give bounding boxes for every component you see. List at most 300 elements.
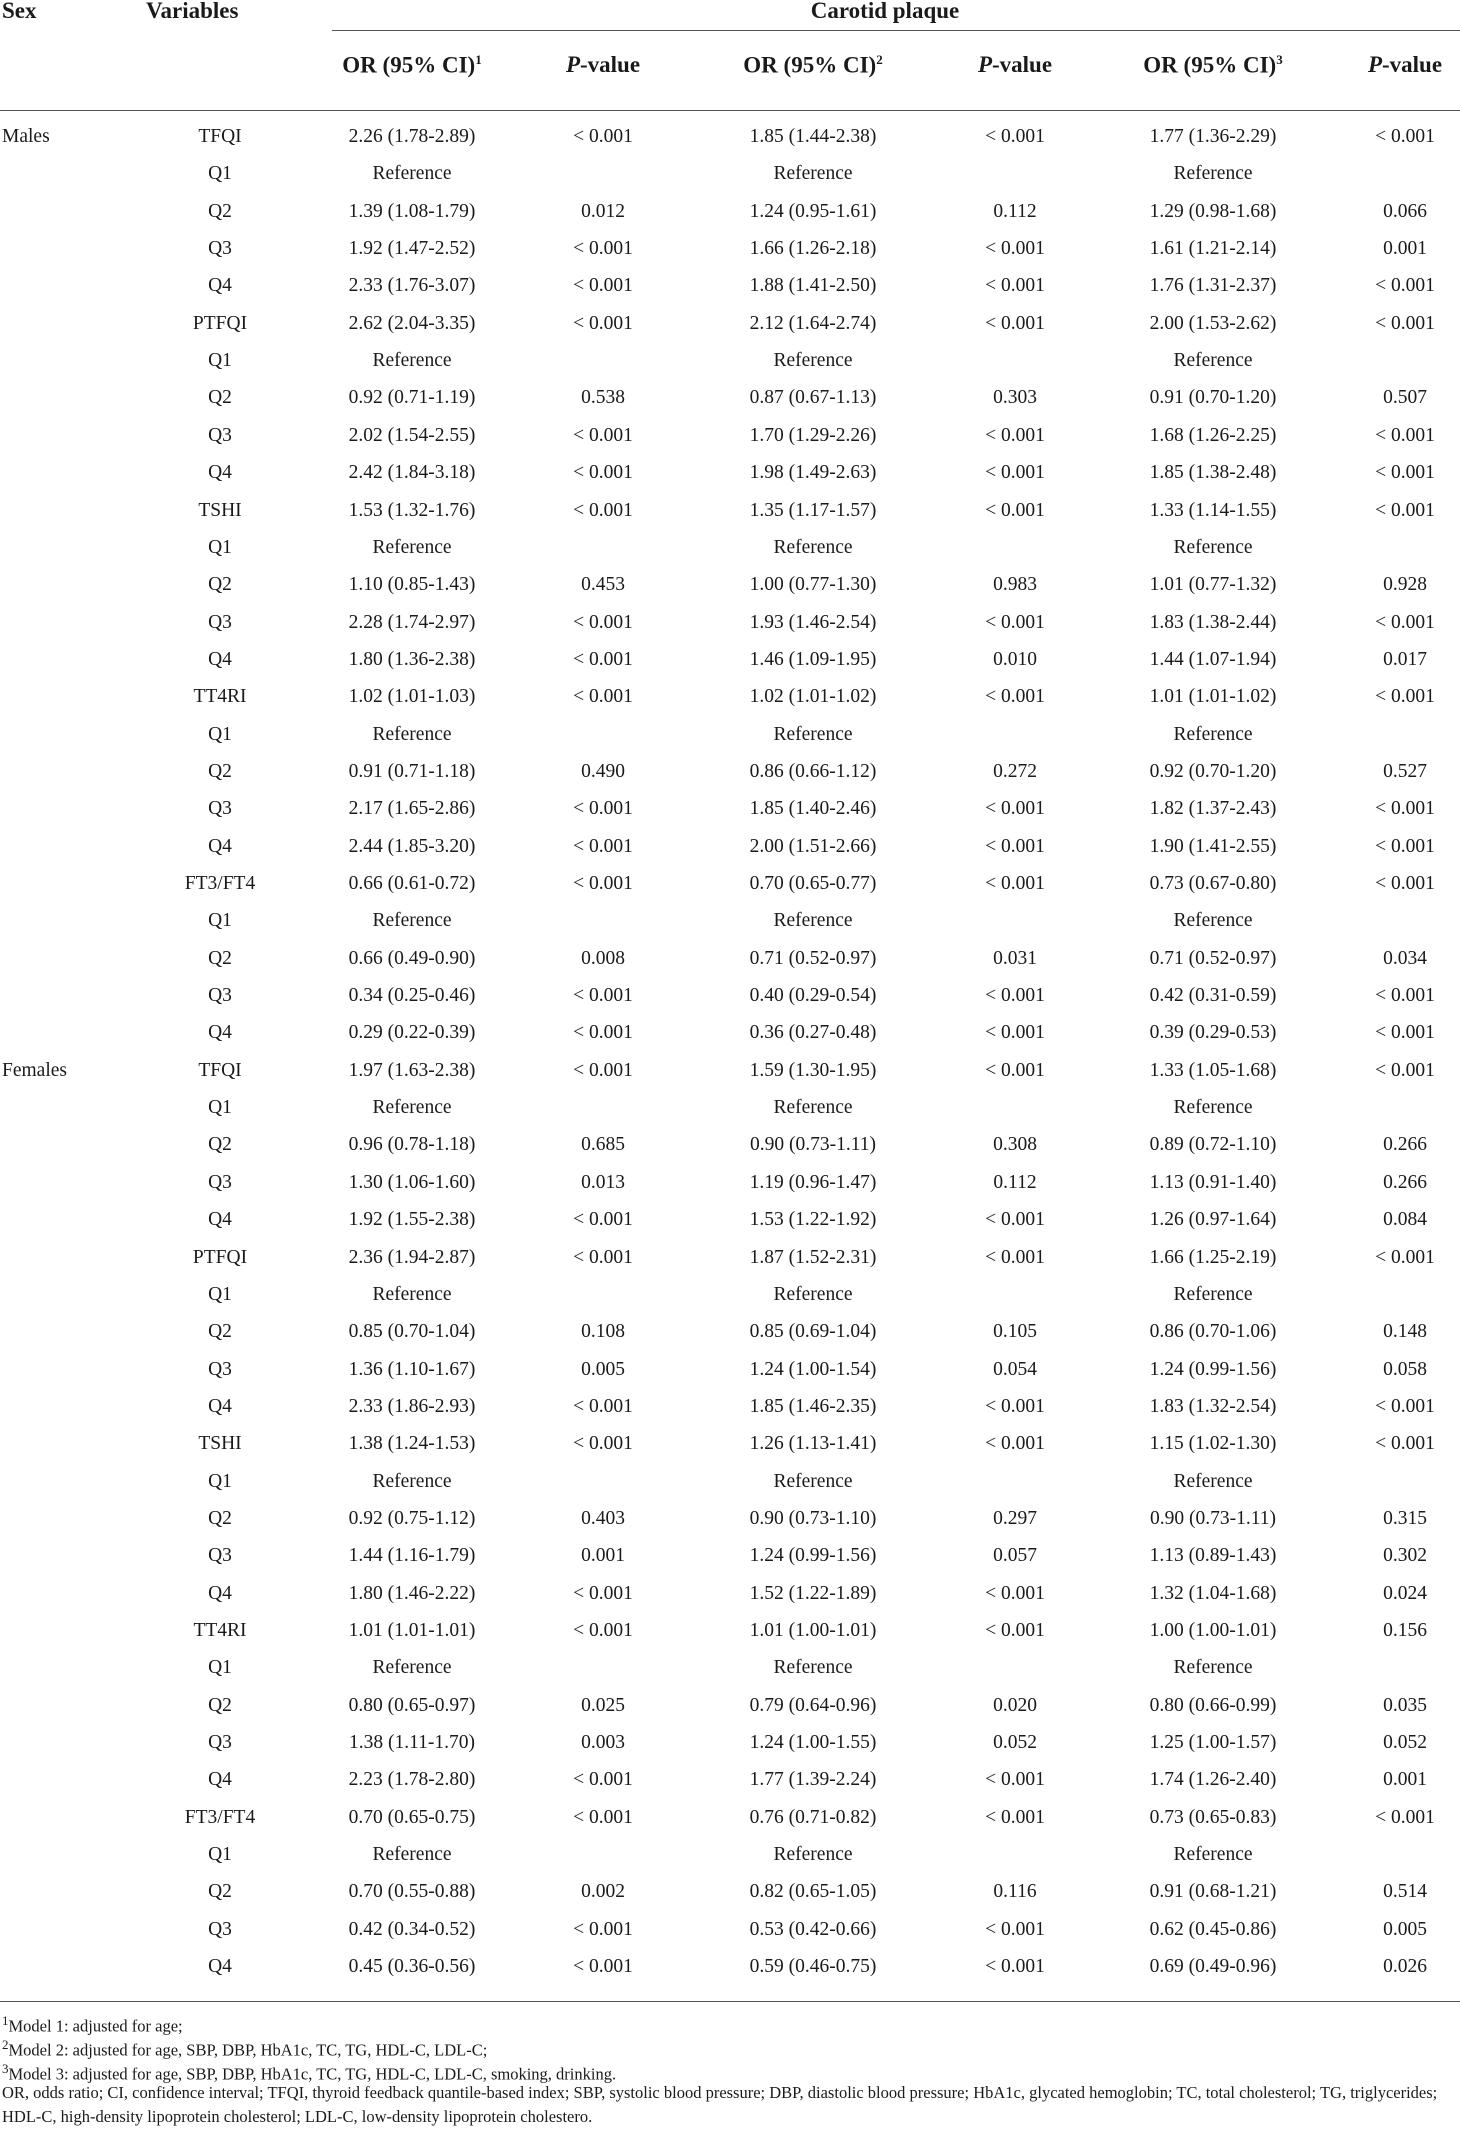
cell-p1: 0.453 xyxy=(581,574,625,596)
cell-p1 xyxy=(548,1463,658,1500)
table-row xyxy=(0,1239,1460,1276)
cell-p2 xyxy=(960,529,1070,566)
cell-or2: 1.88 (1.41-2.50) xyxy=(749,275,877,297)
cell-p2: < 0.001 xyxy=(985,126,1045,147)
cell-p2 xyxy=(960,1089,1070,1126)
table-row xyxy=(0,1687,1460,1724)
cell-p1: 0.108 xyxy=(581,1321,625,1343)
cell-or2: 0.40 (0.29-0.54) xyxy=(749,985,877,1007)
cell-p1: < 0.001 xyxy=(573,1022,633,1044)
header-or-model2: OR (95% CI)$^2$ xyxy=(743,52,883,78)
table-row xyxy=(0,1537,1460,1574)
cell-var: Q1 xyxy=(208,723,232,745)
cell-var: Q3 xyxy=(208,1171,232,1193)
table-row xyxy=(0,1276,1460,1313)
header-span-rule xyxy=(332,30,1460,31)
cell-p2: 0.303 xyxy=(993,387,1037,409)
cell-p2: < 0.001 xyxy=(985,835,1045,857)
cell-var: TSHI xyxy=(198,1433,242,1455)
cell-or3: 1.77 (1.36-2.29) xyxy=(1149,126,1277,147)
cell-or1: 2.17 (1.65-2.86) xyxy=(348,798,476,820)
cell-var: Q1 xyxy=(208,910,232,932)
table-row xyxy=(0,1388,1460,1425)
cell-or2: 1.02 (1.01-1.02) xyxy=(749,686,877,708)
cell-or2: Reference xyxy=(773,536,853,558)
cell-or1: 0.70 (0.55-0.88) xyxy=(348,1881,476,1903)
cell-var: Q2 xyxy=(208,1694,232,1716)
cell-or2: 1.00 (0.77-1.30) xyxy=(749,574,877,596)
cell-p1: < 0.001 xyxy=(573,611,633,633)
cell-p2: 0.054 xyxy=(993,1358,1037,1380)
cell-p2 xyxy=(960,342,1070,379)
table-row xyxy=(0,1164,1460,1201)
cell-p1: < 0.001 xyxy=(573,312,633,334)
cell-p1: < 0.001 xyxy=(573,1806,633,1828)
table-row xyxy=(0,492,1460,529)
cell-var: Q4 xyxy=(208,1582,232,1604)
cell-or3: Reference xyxy=(1173,1283,1253,1305)
cell-or1: Reference xyxy=(372,723,452,745)
cell-p2: < 0.001 xyxy=(985,1022,1045,1044)
cell-p1: < 0.001 xyxy=(573,648,633,670)
cell-or1: 1.30 (1.06-1.60) xyxy=(348,1171,476,1193)
cell-var: Q4 xyxy=(208,1769,232,1791)
cell-or3: 1.13 (0.89-1.43) xyxy=(1149,1545,1277,1567)
cell-p1 xyxy=(548,1089,658,1126)
cell-p3: 0.266 xyxy=(1383,1134,1427,1156)
cell-p2: < 0.001 xyxy=(985,1209,1045,1231)
cell-var: Q2 xyxy=(208,200,232,222)
table-row xyxy=(0,417,1460,454)
cell-or2: 1.66 (1.26-2.18) xyxy=(749,238,877,260)
cell-var: Q1 xyxy=(208,1844,232,1866)
cell-or3: 0.91 (0.68-1.21) xyxy=(1149,1881,1277,1903)
cell-p3: < 0.001 xyxy=(1375,1246,1435,1268)
cell-or3: 1.01 (1.01-1.02) xyxy=(1149,686,1277,708)
cell-or3: Reference xyxy=(1173,350,1253,372)
cell-p1 xyxy=(548,902,658,939)
cell-p3: 0.514 xyxy=(1383,1881,1427,1903)
cell-var: Q3 xyxy=(208,611,232,633)
cell-var: Q4 xyxy=(208,835,232,857)
cell-or1: 2.33 (1.86-2.93) xyxy=(348,1395,476,1417)
cell-or1: 0.91 (0.71-1.18) xyxy=(348,760,476,782)
cell-or2: Reference xyxy=(773,1283,853,1305)
cell-p3 xyxy=(1355,1836,1455,1873)
cell-or1: 0.34 (0.25-0.46) xyxy=(348,985,476,1007)
cell-var: Q1 xyxy=(208,1283,232,1305)
cell-or2: 1.19 (0.96-1.47) xyxy=(749,1171,877,1193)
cell-or1: 1.38 (1.24-1.53) xyxy=(348,1433,476,1455)
cell-or2: 1.85 (1.44-2.38) xyxy=(749,126,877,147)
cell-p3: 0.507 xyxy=(1383,387,1427,409)
cell-or2: Reference xyxy=(773,910,853,932)
cell-or2: 0.70 (0.65-0.77) xyxy=(749,873,877,894)
table-row xyxy=(0,1014,1460,1051)
cell-p2: < 0.001 xyxy=(985,1395,1045,1417)
cell-or3: 1.24 (0.99-1.56) xyxy=(1149,1358,1277,1380)
cell-p1: < 0.001 xyxy=(573,1956,633,1978)
cell-p2: < 0.001 xyxy=(985,1582,1045,1604)
cell-p2: < 0.001 xyxy=(985,1433,1045,1455)
cell-var: TFQI xyxy=(198,1059,242,1081)
cell-or1: Reference xyxy=(372,350,452,372)
cell-or3: 0.80 (0.66-0.99) xyxy=(1149,1694,1277,1716)
table-bottom-rule xyxy=(0,2001,1460,2002)
cell-p1: 0.490 xyxy=(581,760,625,782)
cell-p1 xyxy=(548,529,658,566)
cell-p3: < 0.001 xyxy=(1375,126,1435,147)
cell-p3: < 0.001 xyxy=(1375,985,1435,1007)
cell-var: Q2 xyxy=(208,1507,232,1529)
cell-p2: < 0.001 xyxy=(985,1246,1045,1268)
cell-p3: < 0.001 xyxy=(1375,798,1435,820)
cell-p2 xyxy=(960,155,1070,192)
cell-p3: 0.266 xyxy=(1383,1171,1427,1193)
table-row xyxy=(0,1089,1460,1126)
table-row xyxy=(0,230,1460,267)
cell-var: Q1 xyxy=(208,536,232,558)
cell-p3: < 0.001 xyxy=(1375,1059,1435,1081)
cell-var: Q2 xyxy=(208,1321,232,1343)
cell-or3: 1.33 (1.05-1.68) xyxy=(1149,1059,1277,1081)
cell-or1: Reference xyxy=(372,1470,452,1492)
cell-p3: < 0.001 xyxy=(1375,312,1435,334)
table-row xyxy=(0,379,1460,416)
cell-p2: 0.297 xyxy=(993,1507,1037,1529)
cell-p3: < 0.001 xyxy=(1375,462,1435,484)
table-row xyxy=(0,1836,1460,1873)
cell-p1: < 0.001 xyxy=(573,1246,633,1268)
cell-or1: Reference xyxy=(372,163,452,185)
cell-var: TT4RI xyxy=(193,686,247,708)
cell-var: Q4 xyxy=(208,1956,232,1978)
cell-p1: < 0.001 xyxy=(573,686,633,708)
cell-or1: 1.92 (1.47-2.52) xyxy=(348,238,476,260)
cell-or2: 1.24 (1.00-1.54) xyxy=(749,1358,877,1380)
cell-p3: 0.156 xyxy=(1383,1620,1427,1641)
cell-var: Q2 xyxy=(208,1881,232,1903)
table-row xyxy=(0,716,1460,753)
cell-p1: < 0.001 xyxy=(573,499,633,521)
cell-p3: < 0.001 xyxy=(1375,1395,1435,1417)
cell-p2: 0.020 xyxy=(993,1694,1037,1716)
cell-p3 xyxy=(1355,902,1455,939)
cell-p1: < 0.001 xyxy=(573,462,633,484)
cell-p2: < 0.001 xyxy=(985,1956,1045,1978)
cell-or3: 0.39 (0.29-0.53) xyxy=(1149,1022,1277,1044)
cell-or3: 1.15 (1.02-1.30) xyxy=(1149,1433,1277,1455)
cell-or1: 0.45 (0.36-0.56) xyxy=(348,1956,476,1978)
cell-or1: Reference xyxy=(372,1657,452,1679)
cell-or2: 0.90 (0.73-1.11) xyxy=(749,1134,876,1156)
cell-p1: < 0.001 xyxy=(573,1395,633,1417)
table-row xyxy=(0,155,1460,192)
cell-var: Q3 xyxy=(208,238,232,260)
cell-or2: 1.24 (0.99-1.56) xyxy=(749,1545,877,1567)
table-row xyxy=(0,1761,1460,1798)
cell-or3: 1.32 (1.04-1.68) xyxy=(1149,1582,1277,1604)
table-row xyxy=(0,193,1460,230)
cell-p1: < 0.001 xyxy=(573,985,633,1007)
cell-p3: < 0.001 xyxy=(1375,424,1435,446)
cell-p3: < 0.001 xyxy=(1375,1806,1435,1828)
cell-or2: 2.12 (1.64-2.74) xyxy=(749,312,877,334)
cell-p3: 0.026 xyxy=(1383,1956,1427,1978)
cell-or2: Reference xyxy=(773,1470,853,1492)
cell-var: FT3/FT4 xyxy=(184,873,256,894)
header-or-model3: OR (95% CI)$^3$ xyxy=(1143,52,1283,78)
cell-or1: 2.23 (1.78-2.80) xyxy=(348,1769,476,1791)
cell-or1: 0.29 (0.22-0.39) xyxy=(348,1022,476,1044)
cell-p2: 0.112 xyxy=(993,1171,1037,1193)
cell-p1: < 0.001 xyxy=(573,835,633,857)
cell-p3: 0.066 xyxy=(1383,200,1427,222)
cell-or3: 1.26 (0.97-1.64) xyxy=(1149,1209,1277,1231)
cell-or2: 0.85 (0.69-1.04) xyxy=(749,1321,877,1343)
cell-p3: 0.527 xyxy=(1383,760,1427,782)
cell-p3: < 0.001 xyxy=(1375,611,1435,633)
cell-p3: 0.005 xyxy=(1383,1918,1427,1940)
cell-p3: 0.001 xyxy=(1383,238,1427,260)
cell-var: Q4 xyxy=(208,1209,232,1231)
cell-var: Q3 xyxy=(208,1732,232,1754)
cell-or3: 1.25 (1.00-1.57) xyxy=(1149,1732,1277,1754)
cell-or3: 1.74 (1.26-2.40) xyxy=(1149,1769,1277,1791)
cell-p2 xyxy=(960,1649,1070,1686)
cell-p1: 0.025 xyxy=(581,1694,625,1716)
table-row xyxy=(0,865,1460,902)
cell-p3 xyxy=(1355,529,1455,566)
cell-or2: 1.77 (1.39-2.24) xyxy=(749,1769,877,1791)
cell-or1: 2.26 (1.78-2.89) xyxy=(348,126,476,147)
cell-p2: 0.031 xyxy=(993,947,1037,969)
table-row xyxy=(0,678,1460,715)
cell-or2: 1.93 (1.46-2.54) xyxy=(749,611,877,633)
cell-var: Q1 xyxy=(208,1657,232,1679)
cell-or3: Reference xyxy=(1173,163,1253,185)
cell-var: TSHI xyxy=(198,499,242,521)
table-row xyxy=(0,342,1460,379)
cell-or1: 0.85 (0.70-1.04) xyxy=(348,1321,476,1343)
cell-or1: 1.44 (1.16-1.79) xyxy=(348,1545,476,1567)
cell-p3: 0.024 xyxy=(1383,1582,1427,1604)
cell-var: Q3 xyxy=(208,798,232,820)
cell-or3: 0.69 (0.49-0.96) xyxy=(1149,1956,1277,1978)
cell-or1: 2.62 (2.04-3.35) xyxy=(348,312,476,334)
table-row xyxy=(0,604,1460,641)
cell-var: Q3 xyxy=(208,424,232,446)
cell-or1: 0.92 (0.71-1.19) xyxy=(348,387,476,409)
table-row xyxy=(0,1948,1460,1985)
cell-var: Q4 xyxy=(208,648,232,670)
cell-or3: 0.86 (0.70-1.06) xyxy=(1149,1321,1277,1343)
cell-p1: 0.002 xyxy=(581,1881,625,1903)
footnote-model2: $^2$Model 2: adjusted for age, SBP, DBP, HbA1c, TC, TG, HDL-C, LDL-C; xyxy=(2,2037,488,2060)
header-p-model3: P-value xyxy=(1367,52,1443,77)
cell-var: Q2 xyxy=(208,947,232,969)
cell-or1: 1.39 (1.08-1.79) xyxy=(348,200,476,222)
table-row xyxy=(0,1126,1460,1163)
cell-p2: < 0.001 xyxy=(985,275,1045,297)
cell-p3: < 0.001 xyxy=(1375,275,1435,297)
cell-p3: < 0.001 xyxy=(1375,873,1435,894)
table-row xyxy=(0,1612,1460,1649)
cell-or3: 1.66 (1.25-2.19) xyxy=(1149,1246,1277,1268)
cell-or1: 1.38 (1.11-1.70) xyxy=(348,1732,475,1754)
cell-or3: 1.85 (1.38-2.48) xyxy=(1149,462,1277,484)
cell-p1 xyxy=(548,1276,658,1313)
table-row xyxy=(0,1873,1460,1910)
cell-or2: 2.00 (1.51-2.66) xyxy=(749,835,877,857)
table-row xyxy=(0,454,1460,491)
cell-p2: < 0.001 xyxy=(985,312,1045,334)
cell-p1: < 0.001 xyxy=(573,126,633,147)
cell-p1: < 0.001 xyxy=(573,424,633,446)
header-sex: Sex xyxy=(2,0,37,23)
cell-or3: 1.13 (0.91-1.40) xyxy=(1149,1171,1277,1193)
cell-p1: 0.003 xyxy=(581,1732,625,1754)
cell-p1: 0.403 xyxy=(581,1507,625,1529)
table-row xyxy=(0,1911,1460,1948)
header-or-model1: OR (95% CI)$^1$ xyxy=(342,52,482,78)
cell-or3: 1.44 (1.07-1.94) xyxy=(1149,648,1277,670)
header-p-model1: P-value xyxy=(565,52,641,77)
cell-p3: < 0.001 xyxy=(1375,1433,1435,1455)
cell-p3: 0.035 xyxy=(1383,1694,1427,1716)
cell-var: TT4RI xyxy=(193,1620,247,1641)
cell-or2: Reference xyxy=(773,1844,853,1866)
cell-or3: Reference xyxy=(1173,536,1253,558)
cell-var: Q1 xyxy=(208,163,232,185)
cell-p3: 0.034 xyxy=(1383,947,1427,969)
cell-p3: < 0.001 xyxy=(1375,835,1435,857)
cell-or2: 0.36 (0.27-0.48) xyxy=(749,1022,877,1044)
table-row xyxy=(0,940,1460,977)
cell-var: Q3 xyxy=(208,985,232,1007)
cell-var: Q1 xyxy=(208,1470,232,1492)
cell-p1: 0.001 xyxy=(581,1545,625,1567)
cell-or3: 0.89 (0.72-1.10) xyxy=(1149,1134,1277,1156)
footnote-abbreviations: OR, odds ratio; CI, confidence interval; TFQI, thyroid feedback quantile-based index; SBP, systolic blood pressure; DBP, diastolic blood pressure; HbA1c, glycated hemoglobin; TC, total cholesterol; TG, triglycerides; HDL-C, high-density lipoprotein cholesterol; LDL-C, low-density lipoprotein cholestero. xyxy=(2,2083,1438,2126)
table-row xyxy=(0,1351,1460,1388)
cell-or3: 0.92 (0.70-1.20) xyxy=(1149,760,1277,782)
cell-p2: 0.105 xyxy=(993,1321,1037,1343)
cell-p3: < 0.001 xyxy=(1375,1022,1435,1044)
cell-p3 xyxy=(1355,716,1455,753)
cell-p1: < 0.001 xyxy=(573,1059,633,1081)
cell-p2: < 0.001 xyxy=(985,873,1045,894)
cell-or3: 1.83 (1.32-2.54) xyxy=(1149,1395,1277,1417)
table-row xyxy=(0,1799,1460,1836)
cell-p3: 0.058 xyxy=(1383,1358,1427,1380)
cell-or1: 1.97 (1.63-2.38) xyxy=(348,1059,476,1081)
cell-or3: 0.73 (0.65-0.83) xyxy=(1149,1806,1277,1828)
cell-or1: 2.28 (1.74-2.97) xyxy=(348,611,476,633)
cell-or1: 1.36 (1.10-1.67) xyxy=(348,1358,476,1380)
cell-p1 xyxy=(548,1836,658,1873)
cell-or2: 0.76 (0.71-0.82) xyxy=(749,1806,877,1828)
cell-or3: 1.76 (1.31-2.37) xyxy=(1149,275,1277,297)
cell-or3: Reference xyxy=(1173,1657,1253,1679)
cell-p2 xyxy=(960,1463,1070,1500)
cell-var: Q4 xyxy=(208,1395,232,1417)
cell-or1: 0.66 (0.49-0.90) xyxy=(348,947,476,969)
cell-p1 xyxy=(548,155,658,192)
sex-label: Males xyxy=(2,126,50,147)
cell-var: Q3 xyxy=(208,1545,232,1567)
table-row xyxy=(0,1313,1460,1350)
cell-p2: < 0.001 xyxy=(985,462,1045,484)
cell-or3: 2.00 (1.53-2.62) xyxy=(1149,312,1277,334)
cell-or3: Reference xyxy=(1173,723,1253,745)
cell-or2: 1.26 (1.13-1.41) xyxy=(749,1433,877,1455)
cell-p2: < 0.001 xyxy=(985,611,1045,633)
cell-or1: 0.70 (0.65-0.75) xyxy=(348,1806,476,1828)
cell-p3 xyxy=(1355,1089,1455,1126)
cell-p1: < 0.001 xyxy=(573,873,633,894)
cell-or2: 1.87 (1.52-2.31) xyxy=(749,1246,877,1268)
cell-or1: Reference xyxy=(372,1844,452,1866)
cell-var: Q2 xyxy=(208,760,232,782)
table-row xyxy=(0,790,1460,827)
cell-p2 xyxy=(960,716,1070,753)
cell-or1: Reference xyxy=(372,1283,452,1305)
cell-var: Q2 xyxy=(208,387,232,409)
cell-p1: < 0.001 xyxy=(573,798,633,820)
cell-p2: < 0.001 xyxy=(985,1620,1045,1641)
table-row xyxy=(0,1425,1460,1462)
cell-p2: < 0.001 xyxy=(985,499,1045,521)
cell-or2: 0.53 (0.42-0.66) xyxy=(749,1918,877,1940)
cell-p3: 0.315 xyxy=(1383,1507,1427,1529)
cell-p3: 0.001 xyxy=(1383,1769,1427,1791)
footnote-model3: $^3$Model 3: adjusted for age, SBP, DBP, HbA1c, TC, TG, HDL-C, LDL-C, smoking, drinking. xyxy=(2,2061,617,2084)
cell-p1: < 0.001 xyxy=(573,275,633,297)
cell-p2: 0.052 xyxy=(993,1732,1037,1754)
cell-or2: Reference xyxy=(773,1097,853,1119)
cell-or1: 0.96 (0.78-1.18) xyxy=(348,1134,476,1156)
cell-p1: 0.008 xyxy=(581,947,625,969)
cell-var: PTFQI xyxy=(192,1246,248,1268)
cell-p2: < 0.001 xyxy=(985,985,1045,1007)
cell-or2: 1.52 (1.22-1.89) xyxy=(749,1582,877,1604)
cell-or2: 1.01 (1.00-1.01) xyxy=(749,1620,877,1641)
cell-or1: 2.36 (1.94-2.87) xyxy=(348,1246,476,1268)
cell-or2: 1.85 (1.40-2.46) xyxy=(749,798,877,820)
cell-var: Q4 xyxy=(208,275,232,297)
cell-p2: < 0.001 xyxy=(985,798,1045,820)
cell-or2: 1.70 (1.29-2.26) xyxy=(749,424,877,446)
cell-p1: 0.012 xyxy=(581,200,625,222)
cell-or3: 1.82 (1.37-2.43) xyxy=(1149,798,1277,820)
cell-or1: 2.33 (1.76-3.07) xyxy=(348,275,476,297)
cell-or1: 0.66 (0.61-0.72) xyxy=(348,873,476,894)
cell-or1: 1.80 (1.36-2.38) xyxy=(348,648,476,670)
sex-label: Females xyxy=(2,1059,67,1081)
cell-var: Q4 xyxy=(208,1022,232,1044)
cell-p3 xyxy=(1355,155,1455,192)
cell-p2: < 0.001 xyxy=(985,424,1045,446)
cell-p1: < 0.001 xyxy=(573,1918,633,1940)
header-p-model2: P-value xyxy=(977,52,1053,77)
cell-or1: 1.92 (1.55-2.38) xyxy=(348,1209,476,1231)
cell-or3: 1.00 (1.00-1.01) xyxy=(1149,1620,1277,1641)
cell-or3: 1.61 (1.21-2.14) xyxy=(1149,238,1277,260)
cell-or2: Reference xyxy=(773,1657,853,1679)
cell-p2: 0.112 xyxy=(993,200,1037,222)
cell-var: Q3 xyxy=(208,1358,232,1380)
